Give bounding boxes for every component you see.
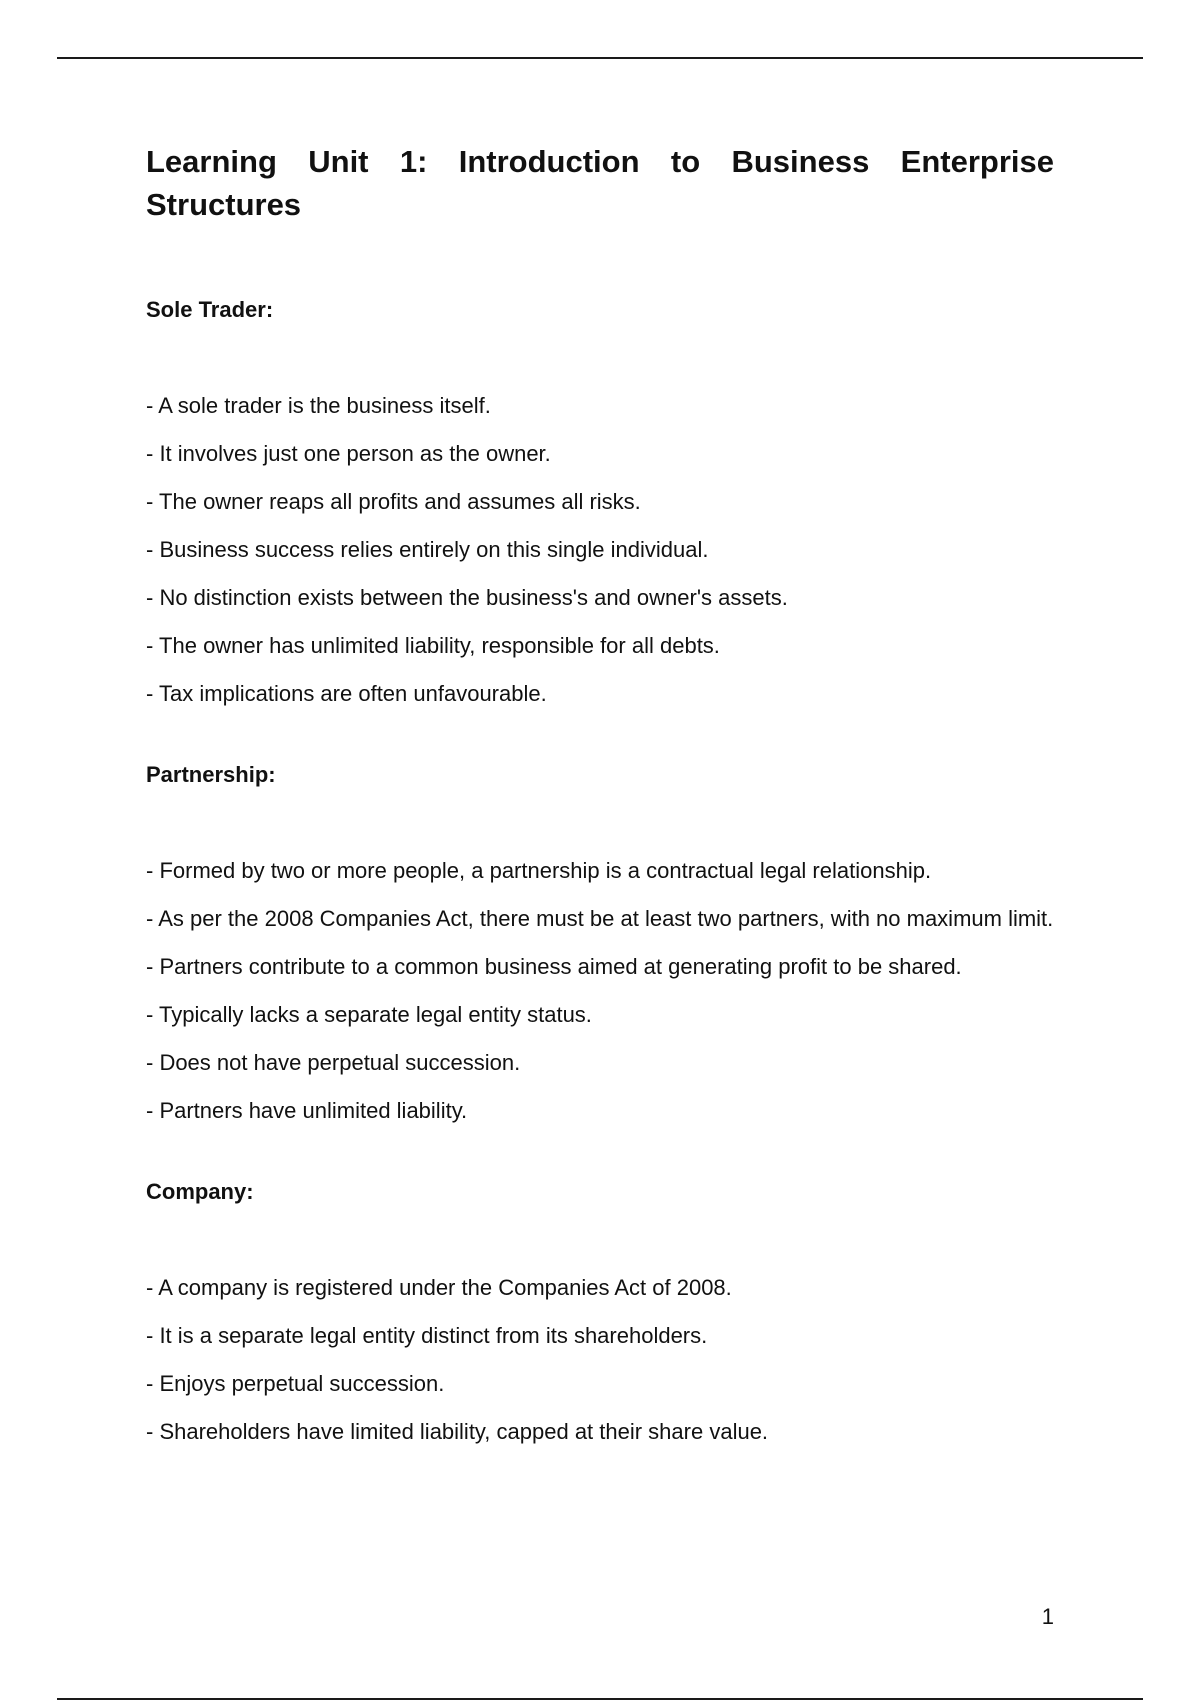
list-item: - Shareholders have limited liability, capped at their share value. — [146, 1419, 769, 1444]
section-heading: Company: — [146, 1179, 254, 1204]
list-item: - Enjoys perpetual succession. — [146, 1371, 445, 1396]
top-rule — [57, 57, 1143, 59]
list-item: - No distinction exists between the business's and owner's assets. — [146, 585, 788, 610]
bullet-list — [146, 1272, 1054, 1448]
section-heading: Sole Trader: — [146, 297, 274, 322]
list-item: - Tax implications are often unfavourable. — [146, 681, 547, 706]
list-item: - A company is registered under the Companies Act of 2008. — [146, 1275, 732, 1300]
list-item: - Typically lacks a separate legal entity status. — [146, 1002, 592, 1027]
bullet-list — [146, 390, 1054, 710]
list-item: - Does not have perpetual succession. — [146, 1050, 521, 1075]
list-item: - Partners have unlimited liability. — [146, 1098, 468, 1123]
section-heading: Partnership: — [146, 762, 276, 787]
list-item: - As per the 2008 Companies Act, there must be at least two partners, with no maximum limit. — [146, 906, 1054, 931]
list-item: - The owner has unlimited liability, responsible for all debts. — [146, 633, 720, 658]
list-item: - It is a separate legal entity distinct from its shareholders. — [146, 1323, 708, 1348]
bullet-list — [146, 855, 1054, 1127]
list-item: - It involves just one person as the owner. — [146, 441, 551, 466]
page-number: 1 — [1041, 1604, 1054, 1629]
section-partnership — [146, 760, 1054, 1127]
list-item: - A sole trader is the business itself. — [146, 393, 491, 418]
section-sole-trader — [146, 295, 1054, 710]
list-item: - The owner reaps all profits and assumes all risks. — [146, 489, 641, 514]
list-item: - Business success relies entirely on this single individual. — [146, 537, 709, 562]
list-item: - Partners contribute to a common business aimed at generating profit to be shared. — [146, 954, 962, 979]
document-title: Learning Unit 1: Introduction to Business Enterprise Structures — [146, 144, 1054, 222]
section-company — [146, 1177, 1054, 1448]
page-content — [146, 140, 1054, 1464]
list-item: - Formed by two or more people, a partnership is a contractual legal relationship. — [146, 858, 932, 883]
